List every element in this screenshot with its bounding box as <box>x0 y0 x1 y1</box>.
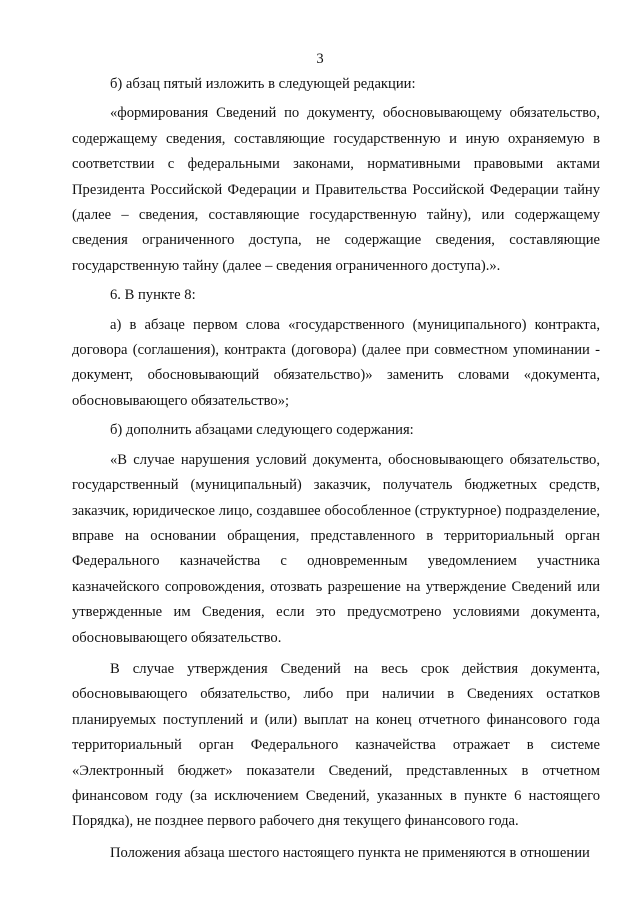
paragraph-1: б) абзац пятый изложить в следующей редакции: <box>110 76 416 92</box>
paragraph-6: «В случае нарушения условий документа, обосновывающего обязательство, государственный (муниципальный) заказчик, получатель бюджетных средств, заказчик, юридическое лицо, создавшее обособленное (структурное) подразделение, вправе на основании обращения, представленного в территориальный орган Федерального казначейства с одновременным уведомлением участника казначейского сопровождения, отозвать разрешение на утверждение Сведений или утвержденные им Сведения, если это предусмотрено условиями документа, обосновывающего обязательство. <box>72 451 600 646</box>
document-body <box>72 72 600 866</box>
paragraph-8: Положения абзаца шестого настоящего пункта не применяются в отношении <box>110 844 590 861</box>
paragraph-3: 6. В пункте 8: <box>110 287 196 304</box>
paragraph-2: «формирования Сведений по документу, обосновывающему обязательство, содержащему сведения, составляющие государственную и иную охраняемую в соответствии с федеральными законами, нормативными правовыми актами Президента Российской Федерации и Правительства Российской Федерации тайну (далее – сведения, составляющие государственную тайну), или содержащему сведения ограниченного доступа, не содержащие сведения, составляющие государственную тайну (далее – сведения ограниченного доступа).». <box>72 105 600 274</box>
paragraph-5: б) дополнить абзацами следующего содержания: <box>110 422 414 439</box>
paragraph-4: а) в абзаце первом слова «государственного (муниципального) контракта, договора (соглашения), контракта (договора) (далее при совместном упоминании - документ, обосновывающий обязательство)» заменить словами «документа, обосновывающего обязательство»; <box>72 316 600 409</box>
page-number: 3 <box>316 51 324 67</box>
paragraph-7: В случае утверждения Сведений на весь срок действия документа, обосновывающего обязательство, либо при наличии в Сведениях остатков планируемых поступлений и (или) выплат на конец отчетного финансового года территориальный орган Федерального казначейства отражает в системе «Электронный бюджет» показатели Сведений, представленных в отчетном финансовом году (за исключением Сведений, указанных в пункте 6 настоящего Порядка), не позднее первого рабочего дня текущего финансового года. <box>72 660 600 830</box>
